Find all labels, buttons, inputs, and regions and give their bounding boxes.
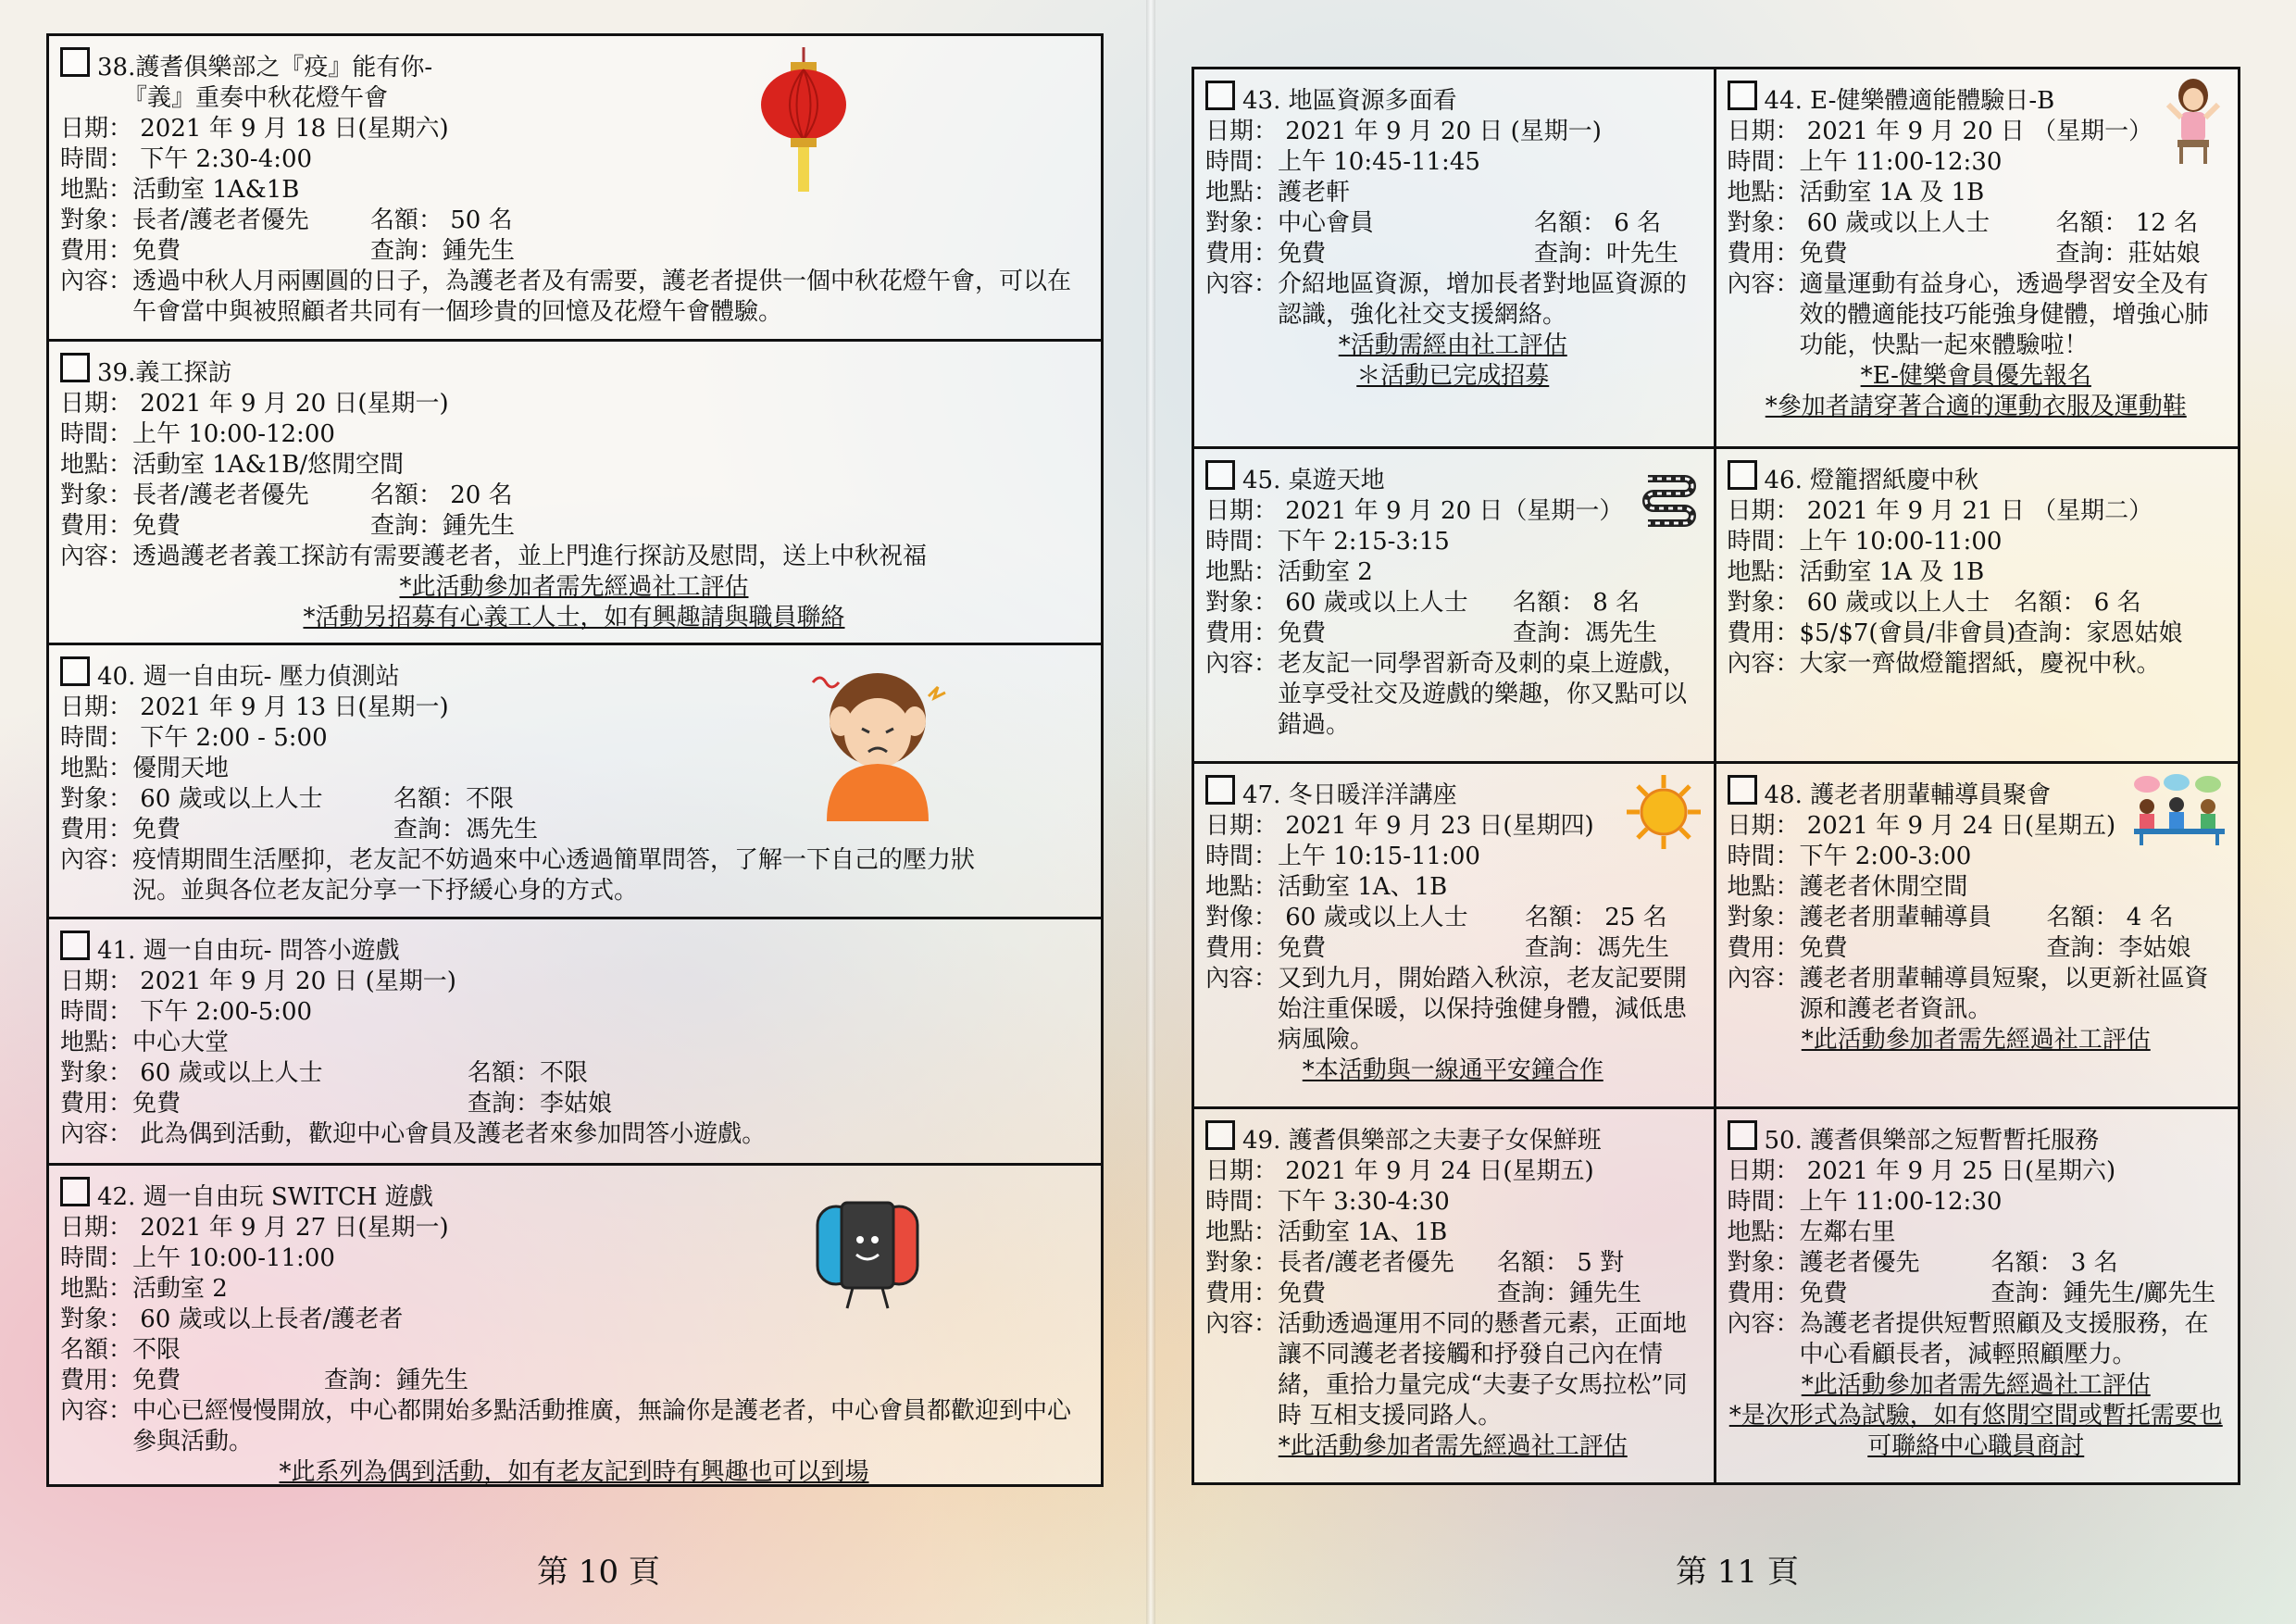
activity-enquiry: 查詢：馮先生 bbox=[1513, 619, 1658, 647]
signup-checkbox[interactable] bbox=[60, 931, 90, 960]
activity-quota: 名額： 6 名 bbox=[1534, 209, 1662, 237]
signup-checkbox[interactable] bbox=[1728, 81, 1757, 110]
activity-note: *此活動參加者需先經過社工評估 bbox=[1801, 1026, 2151, 1054]
activity-card-40 bbox=[49, 645, 1101, 919]
activity-title: 40. 週一自由玩- 壓力偵測站 bbox=[97, 663, 400, 691]
activity-target: 對象： 60 歲或以上人士 bbox=[1727, 209, 1990, 237]
page-11 bbox=[1153, 0, 2296, 1624]
page-number: 第 10 頁 bbox=[537, 1554, 660, 1591]
activity-date: 日期： 2021 年 9 月 21 日 （星期二） bbox=[1727, 497, 2153, 525]
activity-enquiry: 查詢：鍾先生 bbox=[370, 237, 516, 265]
activity-time: 時間：下午 2:00-3:00 bbox=[1727, 843, 1972, 870]
activity-title: 43. 地區資源多面看 bbox=[1242, 87, 1457, 115]
activity-title: 38.護耆俱樂部之『疫』能有你- bbox=[97, 54, 433, 81]
activity-enquiry: 查詢：叶先生 bbox=[1534, 240, 1679, 268]
activity-time: 時間：上午 10:00-12:00 bbox=[60, 420, 335, 448]
activity-time: 時間：上午 10:15-11:00 bbox=[1205, 843, 1480, 870]
activity-card-38 bbox=[49, 36, 1101, 342]
activity-content: 透過中秋人月兩團圓的日子，為護老者及有需要，護老者提供一個中秋花燈午會，可以在午會當中與被照顧者共同有一個珍貴的回憶及花燈午會體驗。 bbox=[132, 268, 1072, 326]
activity-fee: 費用：免費 bbox=[60, 237, 181, 265]
activity-card-48 bbox=[1716, 764, 2239, 1109]
activity-title: 39.義工探訪 bbox=[97, 359, 232, 387]
signup-checkbox[interactable] bbox=[1728, 1120, 1757, 1150]
activity-target: 對象： 60 歲或以上人士 bbox=[1205, 589, 1468, 617]
activity-note: *此系列為偶到活動，如有老友記到時有興趣也可以到場 bbox=[279, 1458, 869, 1484]
activity-date: 日期： 2021 年 9 月 25 日(星期六) bbox=[1727, 1157, 2116, 1185]
activity-date: 日期： 2021 年 9 月 23 日(星期四) bbox=[1205, 812, 1594, 840]
activity-quota: 名額： 50 名 bbox=[370, 206, 513, 234]
activity-target: 對象：中心會員 bbox=[1205, 209, 1375, 237]
activity-card-45 bbox=[1194, 449, 1716, 764]
activity-place: 地點：活動室 2 bbox=[60, 1275, 228, 1303]
activity-note: *活動另招募有心義工人士，如有興趣請與職員聯絡 bbox=[303, 604, 845, 631]
activity-date: 日期： 2021 年 9 月 20 日(星期一) bbox=[60, 390, 449, 418]
activity-place: 地點：中心大堂 bbox=[60, 1029, 230, 1056]
activity-date: 日期： 2021 年 9 月 20 日（星期一） bbox=[1205, 497, 1624, 525]
activity-note: *是次形式為試驗，如有悠閒空間或暫托需要也可聯絡中心職員商討 bbox=[1728, 1402, 2223, 1460]
activity-content: 老友記一同學習新奇及刺的桌上遊戲，並享受社交及遊戲的樂趣，你又點可以錯過。 bbox=[1278, 650, 1688, 739]
activity-enquiry: 查詢：鍾先生 bbox=[1497, 1280, 1642, 1307]
activity-content: 為護老者提供短暫照顧及支援服務，在中心看顧長者，減輕照顧壓力。 bbox=[1799, 1310, 2209, 1368]
activity-target: 對象：護老者朋輩輔導員 bbox=[1727, 904, 1992, 931]
activity-fee: 費用：免費 bbox=[1205, 1280, 1327, 1307]
activity-card-49 bbox=[1194, 1109, 1716, 1482]
activity-quota: 名額： 4 名 bbox=[2046, 904, 2174, 931]
activity-card-44 bbox=[1716, 69, 2239, 449]
activity-note: *此活動參加者需先經過社工評估 bbox=[1278, 1432, 1628, 1460]
activity-place: 地點：活動室 1A、1B bbox=[1205, 1218, 1448, 1246]
activity-date: 日期： 2021 年 9 月 27 日(星期一) bbox=[60, 1214, 449, 1242]
content-label: 內容： bbox=[1727, 965, 1800, 993]
activity-fee: 費用：免費 bbox=[60, 512, 181, 540]
activity-target: 對象： 60 歲或以上人士 bbox=[60, 1059, 323, 1087]
activity-time: 時間： 下午 2:30-4:00 bbox=[60, 145, 313, 173]
content-label: 內容： bbox=[60, 846, 133, 874]
activity-content: 活動透過運用不同的懸耆元素，正面地讓不同護老者接觸和抒發自己內在情緒，重拾力量完成“夫妻子女馬拉松”同時 互相支援同路人。 bbox=[1278, 1310, 1688, 1430]
page-number: 第 11 頁 bbox=[1676, 1554, 1799, 1591]
activity-title: 45. 桌遊天地 bbox=[1242, 467, 1385, 494]
activity-title: 49. 護耆俱樂部之夫妻子女保鮮班 bbox=[1242, 1127, 1602, 1155]
game-controller-icon bbox=[808, 1193, 929, 1314]
activity-card-42 bbox=[49, 1166, 1101, 1484]
activity-title: 48. 護老者朋輩輔導員聚會 bbox=[1764, 781, 2052, 809]
content-label: 內容： bbox=[60, 1397, 133, 1425]
activity-enquiry: 查詢：馮先生 bbox=[1525, 934, 1670, 962]
board-game-icon bbox=[1639, 468, 1700, 529]
activity-note: *此活動參加者需先經過社工評估 bbox=[1801, 1371, 2151, 1399]
activity-time: 時間： 下午 2:00-5:00 bbox=[60, 998, 313, 1026]
activity-quota: 名額： 3 名 bbox=[1990, 1249, 2118, 1277]
signup-checkbox[interactable] bbox=[1205, 1120, 1235, 1150]
activity-enquiry: 查詢：莊姑娘 bbox=[2055, 240, 2201, 268]
content-label: 內容： bbox=[1205, 1310, 1279, 1338]
activity-quota: 名額： 12 名 bbox=[2055, 209, 2199, 237]
activity-time: 時間：上午 10:00-11:00 bbox=[1727, 528, 2003, 556]
activity-title: 50. 護耆俱樂部之短暫暫托服務 bbox=[1764, 1127, 2100, 1155]
activity-fee: 費用：免費 bbox=[1727, 934, 1848, 962]
activity-date: 日期： 2021 年 9 月 13 日(星期一) bbox=[60, 693, 449, 721]
activity-time: 時間：上午 11:00-12:30 bbox=[1727, 1188, 2003, 1216]
activity-quota: 名額： 8 名 bbox=[1513, 589, 1641, 617]
activity-date: 日期： 2021 年 9 月 24 日(星期五) bbox=[1727, 812, 2116, 840]
activity-enquiry: 查詢：鍾先生 bbox=[370, 512, 516, 540]
activity-place: 地點：活動室 2 bbox=[1205, 558, 1373, 586]
activity-note: *此活動參加者需先經過社工評估 bbox=[399, 573, 749, 601]
content-label: 內容： bbox=[1205, 965, 1279, 993]
activity-fee: 費用：免費 bbox=[1727, 1280, 1848, 1307]
activity-card-47 bbox=[1194, 764, 1716, 1109]
content-label: 內容： bbox=[60, 543, 133, 570]
activity-note: *本活動與一線通平安鐘合作 bbox=[1302, 1056, 1603, 1084]
signup-checkbox[interactable] bbox=[1205, 460, 1235, 490]
left-activity-column bbox=[46, 33, 1104, 1487]
signup-checkbox[interactable] bbox=[1728, 460, 1757, 490]
activity-enquiry: 查詢：李姑娘 bbox=[468, 1090, 613, 1118]
activity-note: *E-健樂會員優先報名 bbox=[1860, 362, 2091, 390]
activity-content: 適量運動有益身心，透過學習安全及有效的體適能技巧能強身健體，增強心肺功能，快點一起來體驗啦！ bbox=[1799, 270, 2209, 359]
activity-content: 透過護老者義工探訪有需要護老者，並上門進行探訪及慰問，送上中秋祝福 bbox=[132, 543, 928, 570]
activity-target: 對像： 60 歲或以上人士 bbox=[1205, 904, 1468, 931]
activity-fee: 費用：免費 bbox=[1205, 619, 1327, 647]
activity-enquiry: 查詢：鍾先生/鄺先生 bbox=[1990, 1280, 2216, 1307]
activity-target: 對象：長者/護老者優先 bbox=[60, 206, 309, 234]
activity-place: 地點：活動室 1A、1B bbox=[1205, 873, 1448, 901]
activity-place: 地點：活動室 1A&1B bbox=[60, 176, 300, 204]
activity-card-39 bbox=[49, 342, 1101, 645]
content-label: 內容： bbox=[1727, 650, 1800, 678]
content-label: 內容： bbox=[1205, 270, 1279, 298]
right-activity-grid bbox=[1192, 67, 2240, 1485]
activity-target: 對象：長者/護老者優先 bbox=[60, 481, 309, 509]
activity-enquiry: 查詢：家恩姑娘 bbox=[2014, 619, 2183, 647]
activity-target: 對象： 60 歲或以上長者/護老者 bbox=[60, 1305, 404, 1333]
activity-fee: 費用：免費 bbox=[1205, 240, 1327, 268]
activity-title: 44. E-健樂體適能體驗日-B bbox=[1764, 87, 2055, 115]
activity-enquiry: 查詢：鍾先生 bbox=[324, 1367, 469, 1394]
activity-quota: 名額：不限 bbox=[60, 1336, 181, 1364]
activity-time: 時間：上午 11:00-12:30 bbox=[1727, 148, 2003, 176]
activity-quota: 名額：不限 bbox=[468, 1059, 589, 1087]
signup-checkbox[interactable] bbox=[1728, 775, 1757, 805]
activity-card-43 bbox=[1194, 69, 1716, 449]
activity-content: 護老者朋輩輔導員短聚，以更新社區資源和護老者資訊。 bbox=[1799, 965, 2209, 1023]
activity-place: 地點：護老者休閒空間 bbox=[1727, 873, 1968, 901]
activity-quota: 名額： 25 名 bbox=[1525, 904, 1667, 931]
stressed-person-icon bbox=[790, 655, 956, 821]
activity-subtitle: 『義』重奏中秋花燈午會 bbox=[123, 84, 389, 112]
activity-content: 中心已經慢慢開放，中心都開始多點活動推廣，無論你是護老者，中心會員都歡迎到中心參與活動。 bbox=[132, 1397, 1072, 1455]
activity-place: 地點：左鄰右里 bbox=[1727, 1218, 1896, 1246]
signup-checkbox[interactable] bbox=[60, 656, 90, 686]
activity-content: 疫情期間生活壓抑，老友記不妨過來中心透過簡單問答，了解一下自己的壓力狀況。並與各位老友記分享一下抒緩心身的方式。 bbox=[132, 846, 976, 905]
activity-target: 對象：長者/護老者優先 bbox=[1205, 1249, 1454, 1277]
signup-checkbox[interactable] bbox=[60, 47, 90, 77]
activity-title: 42. 週一自由玩 SWITCH 遊戲 bbox=[97, 1183, 433, 1211]
activity-time: 時間：下午 2:15-3:15 bbox=[1205, 528, 1450, 556]
activity-note: *參加者請穿著合適的運動衣服及運動鞋 bbox=[1765, 393, 2187, 420]
activity-time: 時間：上午 10:00-11:00 bbox=[60, 1244, 335, 1272]
activity-quota: 名額： 5 對 bbox=[1497, 1249, 1625, 1277]
activity-date: 日期： 2021 年 9 月 20 日 (星期一) bbox=[1205, 118, 1602, 145]
activity-note: *活動需經由社工評估 bbox=[1338, 331, 1567, 359]
activity-fee: 費用：免費 bbox=[1205, 934, 1327, 962]
activity-card-46 bbox=[1716, 449, 2239, 764]
content-label: 內容： bbox=[1727, 270, 1800, 298]
activity-quota: 名額： 6 名 bbox=[2014, 589, 2141, 617]
activity-card-50 bbox=[1716, 1109, 2239, 1482]
activity-fee: 費用：免費 bbox=[60, 816, 181, 843]
group-meeting-icon bbox=[2128, 773, 2230, 847]
activity-enquiry: 查詢：李姑娘 bbox=[2046, 934, 2191, 962]
lantern-icon bbox=[757, 47, 850, 195]
content-label: 內容： bbox=[1727, 1310, 1800, 1338]
signup-checkbox[interactable] bbox=[60, 353, 90, 382]
activity-date: 日期： 2021 年 9 月 18 日(星期六) bbox=[60, 115, 449, 143]
content-label: 內容： bbox=[1205, 650, 1279, 678]
signup-checkbox[interactable] bbox=[60, 1177, 90, 1206]
activity-time: 時間：下午 3:30-4:30 bbox=[1205, 1188, 1450, 1216]
activity-date: 日期： 2021 年 9 月 20 日 （星期一） bbox=[1727, 118, 2153, 145]
sun-icon bbox=[1625, 773, 1703, 851]
activity-time: 時間： 下午 2:00 - 5:00 bbox=[60, 724, 328, 752]
exercising-person-icon bbox=[2161, 75, 2226, 168]
activity-title: 41. 週一自由玩- 問答小遊戲 bbox=[97, 937, 400, 965]
activity-date: 日期： 2021 年 9 月 20 日 (星期一) bbox=[60, 968, 456, 995]
activity-fee: 費用：免費 bbox=[1727, 240, 1848, 268]
content-label: 內容： bbox=[60, 1120, 141, 1148]
activity-content: 大家一齊做燈籠摺紙，慶祝中秋。 bbox=[1799, 650, 2161, 678]
activity-time: 時間：上午 10:45-11:45 bbox=[1205, 148, 1480, 176]
activity-place: 地點：護老軒 bbox=[1205, 179, 1351, 206]
activity-date: 日期： 2021 年 9 月 24 日(星期五) bbox=[1205, 1157, 1594, 1185]
activity-target: 對象： 60 歲或以上人士 bbox=[60, 785, 323, 813]
activity-content: 又到九月，開始踏入秋涼，老友記要開始注重保暖，以保持強健身體，減低患病風險。 bbox=[1278, 965, 1688, 1054]
activity-place: 地點：活動室 1A&1B/悠閒空間 bbox=[60, 451, 405, 479]
signup-checkbox[interactable] bbox=[1205, 775, 1235, 805]
activity-place: 地點：活動室 1A 及 1B bbox=[1727, 179, 1985, 206]
activity-card-41 bbox=[49, 919, 1101, 1166]
activity-note: ＊活動已完成招募 bbox=[1356, 362, 1550, 390]
content-label: 內容： bbox=[60, 268, 133, 295]
activity-enquiry: 查詢：馮先生 bbox=[393, 816, 539, 843]
activity-title: 46. 燈籠摺紙慶中秋 bbox=[1764, 467, 1979, 494]
activity-place: 地點：優閒天地 bbox=[60, 755, 230, 782]
activity-fee: 費用：免費 bbox=[60, 1090, 181, 1118]
activity-fee: 費用：免費 bbox=[60, 1367, 181, 1394]
activity-quota: 名額：不限 bbox=[393, 785, 515, 813]
activity-content: 此為偶到活動，歡迎中心會員及護老者來參加問答小遊戲。 bbox=[140, 1120, 767, 1148]
signup-checkbox[interactable] bbox=[1205, 81, 1235, 110]
activity-target: 對象： 60 歲或以上人士 bbox=[1727, 589, 1990, 617]
activity-content: 介紹地區資源，增加長者對地區資源的認識，強化社交支援網絡。 bbox=[1278, 270, 1688, 329]
activity-fee: 費用：$5/$7(會員/非會員) bbox=[1727, 619, 2016, 647]
activity-quota: 名額： 20 名 bbox=[370, 481, 513, 509]
activity-title: 47. 冬日暖洋洋講座 bbox=[1242, 781, 1457, 809]
activity-place: 地點：活動室 1A 及 1B bbox=[1727, 558, 1985, 586]
activity-target: 對象：護老者優先 bbox=[1727, 1249, 1920, 1277]
